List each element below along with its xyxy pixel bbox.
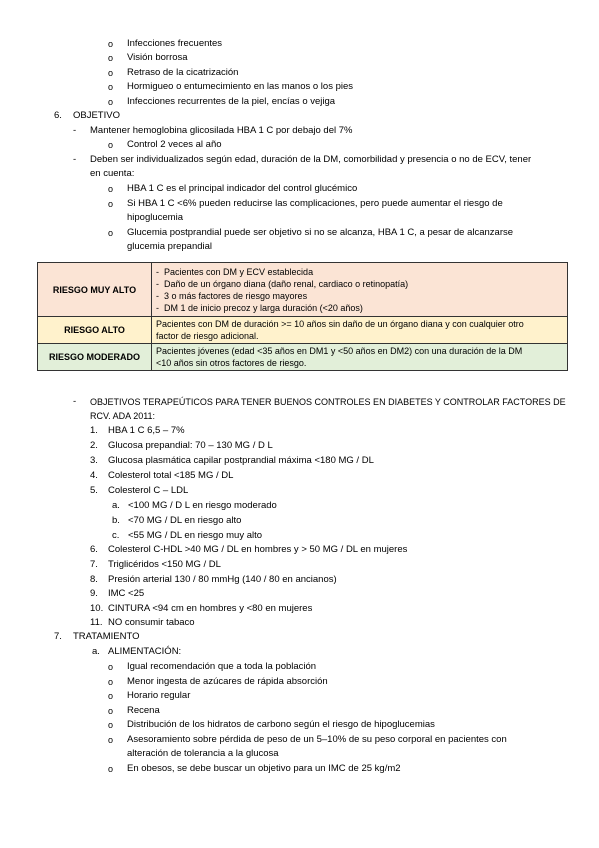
objectives-heading-continuation: RCV. ADA 2011:: [90, 411, 156, 421]
circle-bullet: o: [108, 764, 114, 774]
circle-bullet: o: [108, 691, 114, 701]
list-item-continuation: en cuenta:: [90, 168, 135, 179]
item-letter: a.: [92, 646, 100, 657]
list-item-continuation: hipoglucemia: [127, 212, 183, 223]
objective-item: Colesterol total <185 MG / DL: [108, 470, 234, 481]
list-item: Mantener hemoglobina glicosilada HBA 1 C por debajo del 7%: [90, 125, 353, 136]
circle-bullet: o: [108, 735, 114, 745]
list-item: Distribución de los hidratos de carbono según el riesgo de hipoglucemias: [127, 719, 435, 730]
list-item: Infecciones frecuentes: [127, 38, 223, 49]
list-item: HBA 1 C es el principal indicador del control glucémico: [127, 183, 358, 194]
circle-bullet: o: [108, 184, 114, 194]
risk-text: Pacientes jóvenes (edad <35 años en DM1 y <50 años en DM2) con una duración de la DM: [156, 346, 523, 356]
risk-criterion: - 3 o más factores de riesgo mayores: [156, 290, 563, 302]
list-item: Visión borrosa: [127, 52, 188, 63]
item-number: 11.: [90, 617, 103, 628]
item-number: 6.: [90, 544, 98, 555]
item-number: 9.: [90, 588, 98, 599]
item-letter: c.: [112, 530, 120, 541]
list-item: Deben ser individualizados según edad, duración de la DM, comorbilidad y presencia o no de ECV, tener: [90, 154, 532, 165]
objective-item: HBA 1 C 6,5 – 7%: [108, 425, 185, 436]
objective-item: Glucosa plasmática capilar postprandial máxima <180 MG / DL: [108, 455, 374, 466]
list-item: Si HBA 1 C <6% pueden reducirse las complicaciones, pero puede aumentar el riesgo de: [127, 198, 503, 209]
list-item: Control 2 veces al año: [127, 139, 222, 150]
objective-item: Triglicéridos <150 MG / DL: [108, 559, 221, 570]
item-letter: a.: [112, 500, 120, 511]
objective-item: Presión arterial 130 / 80 mmHg (140 / 80 en ancianos): [108, 574, 337, 585]
section-number: 7.: [54, 631, 62, 642]
risk-label: RIESGO MUY ALTO: [38, 263, 152, 317]
objective-item: Glucosa prepandial: 70 – 130 MG / D L: [108, 440, 273, 451]
list-item: Igual recomendación que a toda la población: [127, 661, 317, 672]
list-item: Glucemia postprandial puede ser objetivo si no se alcanza, HBA 1 C, a pesar de alcanzarse: [127, 227, 514, 238]
subsection-title: ALIMENTACIÓN:: [108, 646, 182, 657]
circle-bullet: o: [108, 706, 114, 716]
objective-item: IMC <25: [108, 588, 145, 599]
list-item: Retraso de la cicatrización: [127, 67, 239, 78]
risk-table: [37, 262, 568, 371]
circle-bullet: o: [108, 53, 114, 63]
risk-text: factor de riesgo adicional.: [156, 331, 259, 341]
objectives-heading: OBJETIVOS TERAPEÚTICOS PARA TENER BUENOS CONTROLES EN DIABETES Y CONTROLAR FACTORES DE: [90, 397, 566, 407]
item-number: 10.: [90, 603, 104, 614]
risk-criterion: - Daño de un órgano diana (daño renal, cardiaco o retinopatía): [156, 278, 563, 290]
circle-bullet: o: [108, 662, 114, 672]
circle-bullet: o: [108, 39, 114, 49]
risk-row-moderado: [38, 344, 568, 371]
section-number: 6.: [54, 110, 62, 121]
list-item: Horario regular: [127, 690, 191, 701]
item-number: 7.: [90, 559, 98, 570]
objective-item: CINTURA <94 cm en hombres y <80 en mujeres: [108, 603, 313, 614]
item-number: 4.: [90, 470, 98, 481]
section-title: OBJETIVO: [73, 110, 120, 121]
section-title: TRATAMIENTO: [73, 631, 140, 642]
circle-bullet: o: [108, 97, 114, 107]
item-letter: b.: [112, 515, 120, 526]
circle-bullet: o: [108, 720, 114, 730]
objective-item: NO consumir tabaco: [108, 617, 195, 628]
risk-row-alto: [38, 317, 568, 344]
list-item: Recena: [127, 705, 160, 716]
circle-bullet: o: [108, 228, 114, 238]
list-item-continuation: glucemia prepandial: [127, 241, 213, 252]
list-item: Asesoramiento sobre pérdida de peso de un 5–10% de su peso corporal en pacientes con: [127, 734, 507, 745]
dash-bullet: -: [73, 154, 77, 165]
risk-description: [152, 263, 568, 317]
risk-criterion: - DM 1 de inicio precoz y larga duración (<20 años): [156, 302, 563, 314]
circle-bullet: o: [108, 140, 114, 150]
risk-text: Pacientes con DM de duración >= 10 años sin daño de un órgano diana y con cualquier otro: [156, 319, 524, 329]
circle-bullet: o: [108, 199, 114, 209]
dash-bullet: -: [73, 396, 77, 407]
risk-criterion: - Pacientes con DM y ECV establecida: [156, 266, 563, 278]
item-number: 5.: [90, 485, 98, 496]
objective-item: Colesterol C – LDL: [108, 485, 189, 496]
circle-bullet: o: [108, 68, 114, 78]
dash-bullet: -: [73, 125, 77, 136]
objective-subitem: <100 MG / D L en riesgo moderado: [128, 500, 277, 511]
risk-label: RIESGO ALTO: [38, 317, 152, 344]
item-number: 2.: [90, 440, 98, 451]
list-item: Infecciones recurrentes de la piel, encías o vejiga: [127, 96, 336, 107]
risk-label: RIESGO MODERADO: [38, 344, 152, 371]
list-item: En obesos, se debe buscar un objetivo para un IMC de 25 kg/m2: [127, 763, 401, 774]
circle-bullet: o: [108, 82, 114, 92]
list-item: Menor ingesta de azúcares de rápida absorción: [127, 676, 328, 687]
risk-description: [152, 344, 568, 371]
item-number: 8.: [90, 574, 98, 585]
item-number: 3.: [90, 455, 98, 466]
risk-row-muy-alto: [38, 263, 568, 317]
list-item: Hormigueo o entumecimiento en las manos o los pies: [127, 81, 354, 92]
objective-subitem: <70 MG / DL en riesgo alto: [128, 515, 242, 526]
objective-subitem: <55 MG / DL en riesgo muy alto: [128, 530, 263, 541]
list-item-continuation: alteración de tolerancia a la glucosa: [127, 748, 279, 759]
objective-item: Colesterol C-HDL >40 MG / DL en hombres y > 50 MG / DL en mujeres: [108, 544, 408, 555]
circle-bullet: o: [108, 677, 114, 687]
risk-text: <10 años sin otros factores de riesgo.: [156, 358, 307, 368]
risk-description: [152, 317, 568, 344]
item-number: 1.: [90, 425, 98, 436]
